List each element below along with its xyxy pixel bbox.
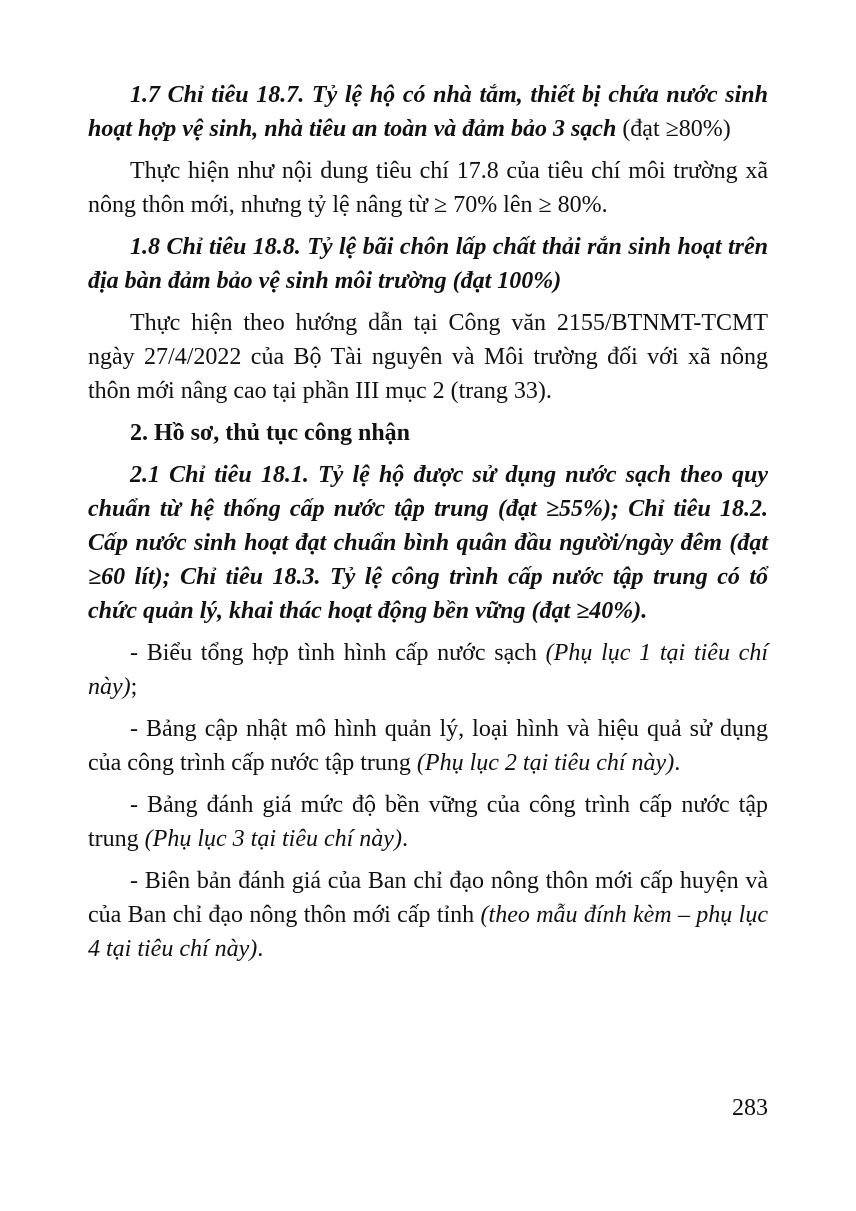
- section-1-8-title: 1.8 Chỉ tiêu 18.8. Tỷ lệ bãi chôn lấp chất thải rắn sinh hoạt trên địa bàn đảm bảo vệ sinh môi trường (đạt 100%): [88, 234, 768, 294]
- section-1-7-title: 1.7 Chỉ tiêu 18.7. Tỷ lệ hộ có nhà tắm, thiết bị chứa nước sinh hoạt hợp vệ sinh, nhà tiêu an toàn và đảm bảo 3 sạch: [88, 82, 768, 142]
- list-item: [88, 864, 768, 966]
- section-2-1-heading: [88, 458, 768, 628]
- list-item-text: - Biên bản đánh giá của Ban chỉ đạo nông thôn mới cấp huyện và của Ban chỉ đạo nông thôn mới cấp tỉnh: [88, 868, 768, 928]
- list-item: [88, 712, 768, 780]
- list-item-text: - Bảng cập nhật mô hình quản lý, loại hình và hiệu quả sử dụng của công trình cấp nước tập trung: [88, 716, 768, 776]
- list-item: [88, 788, 768, 856]
- list-item-end: .: [257, 936, 264, 962]
- list-item-ref: (Phụ lục 3 tại tiêu chí này): [144, 826, 402, 852]
- section-1-7-heading: [88, 78, 768, 146]
- list-item-text: - Bảng đánh giá mức độ bền vững của công trình cấp nước tập trung: [88, 792, 768, 852]
- list-item-text: - Biểu tổng hợp tình hình cấp nước sạch: [130, 640, 546, 666]
- section-1-7-body: Thực hiện như nội dung tiêu chí 17.8 của tiêu chí môi trường xã nông thôn mới, nhưng tỷ lệ nâng từ ≥ 70% lên ≥ 80%.: [88, 158, 768, 218]
- section-2-1-title: 2.1 Chỉ tiêu 18.1. Tỷ lệ hộ được sử dụng nước sạch theo quy chuẩn từ hệ thống cấp nước tập trung (đạt ≥55%); Chỉ tiêu 18.2. Cấp nước sinh hoạt đạt chuẩn bình quân đầu người/ngày đêm (đạt ≥60 lít); Chỉ tiêu 18.3. Tỷ lệ công trình cấp nước tập trung có tổ chức quản lý, khai thác hoạt động bền vững (đạt ≥40%).: [88, 462, 768, 624]
- section-1-7-target: (đạt ≥80%): [616, 116, 731, 142]
- list-item-end: .: [674, 750, 681, 776]
- list-item-end: ;: [130, 674, 138, 700]
- list-item: [88, 636, 768, 704]
- section-2-title: 2. Hồ sơ, thủ tục công nhận: [130, 420, 411, 446]
- section-1-8-body: Thực hiện theo hướng dẫn tại Công văn 2155/BTNMT-TCMT ngày 27/4/2022 của Bộ Tài nguyên và Môi trường đối với xã nông thôn mới nâng cao tại phần III mục 2 (trang 33).: [88, 310, 768, 404]
- list-item-end: .: [401, 826, 408, 852]
- list-item-ref: (theo mẫu đính kèm – phụ lục 4 tại tiêu chí này): [88, 902, 768, 962]
- document-page: [88, 78, 768, 974]
- page-number: 283: [732, 1095, 768, 1121]
- list-item-ref: (Phụ lục 2 tại tiêu chí này): [416, 750, 675, 776]
- list-item-ref: (Phụ lục 1 tại tiêu chí này): [88, 640, 768, 700]
- section-1-8-heading: [88, 230, 768, 298]
